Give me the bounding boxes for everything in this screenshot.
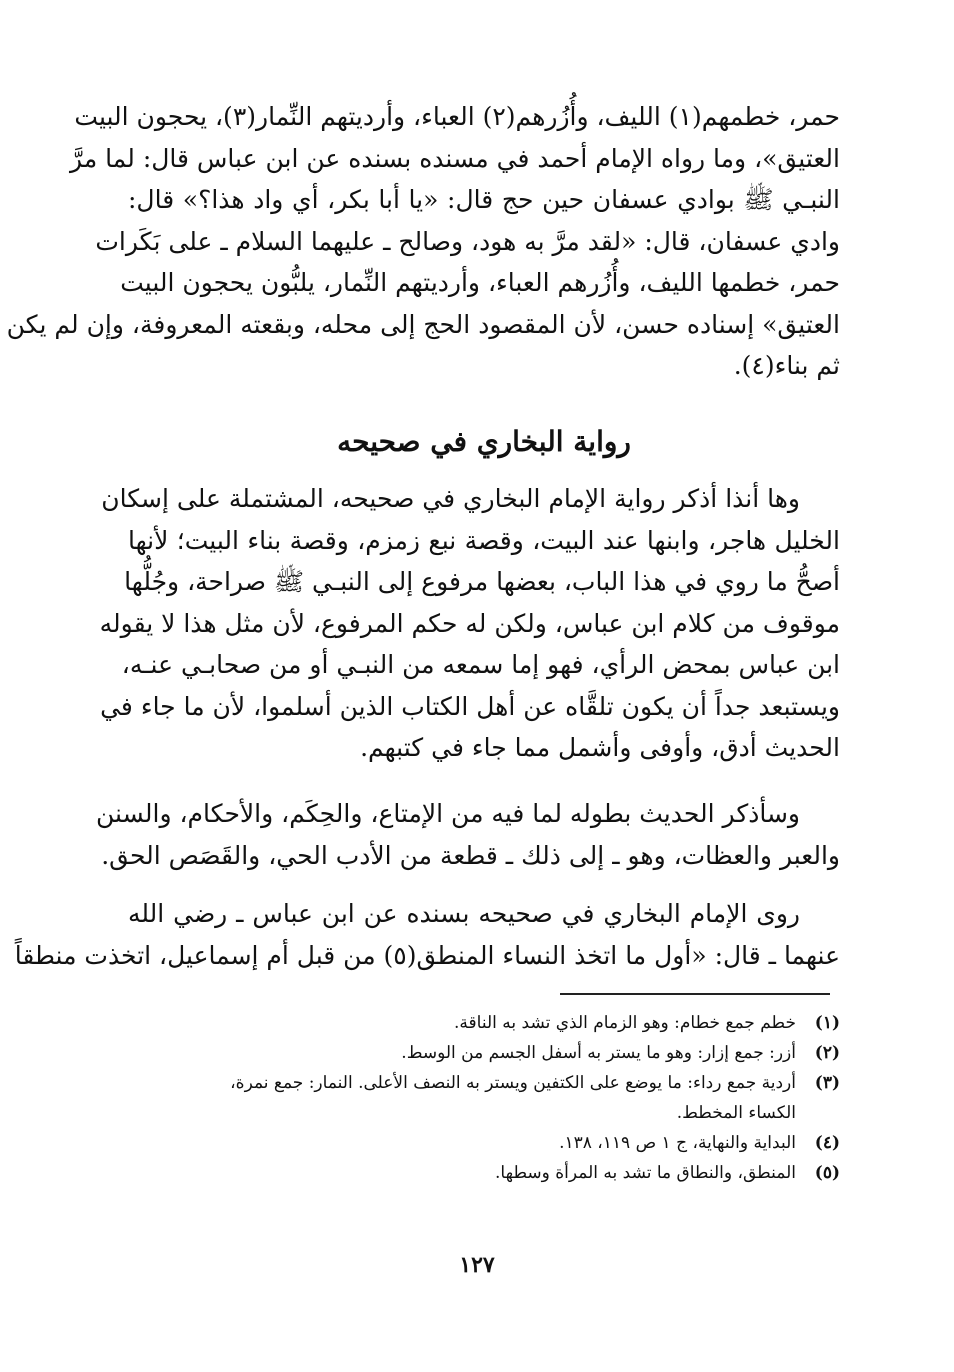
paragraph-purpose — [96, 793, 840, 876]
text-line: وادي عسفان، قال: «لقد مرَّ به هود، وصالح ـ عليهما السلام ـ على بَكَرات — [95, 226, 840, 256]
footnote-number: (٣) — [814, 1073, 840, 1093]
text-line: ابن عباس بمحض الرأي، فهو إما سمعه من النبـي أو من صحابـي عنـه، — [121, 650, 840, 679]
footnote-1 — [128, 1008, 840, 1038]
footnote-5 — [128, 1158, 840, 1188]
text-line: ويستبعد جداً أن يكون تلقَّاه عن أهل الكتاب الذين أسلموا، لأن ما جاء في — [100, 691, 840, 721]
footnote-number: (٤) — [814, 1133, 840, 1153]
footnote-number: (٥) — [814, 1163, 840, 1183]
page-number: ١٢٧ — [459, 1252, 495, 1278]
text-line: روى الإمام البخاري في صحيحه بسنده عن ابن عباس ـ رضي الله — [128, 899, 800, 928]
footnote-text: خطم جمع خطام: وهو الزمام الذي تشد به الناقة. — [454, 1013, 796, 1033]
paragraph-intro — [99, 478, 840, 769]
section-heading: رواية البخاري في صحيحه — [337, 425, 631, 458]
text-line: ثم بناء(٤). — [733, 351, 840, 380]
text-line: حمر، خطمها الليف، وأُزُرهم العباء، وأرديتهم النِّمار، يلبُّون يحجون البيت — [120, 268, 840, 297]
footnotes — [128, 1008, 840, 1188]
footnote-text: البداية والنهاية، ج ١ ص ١١٩، ١٣٨. — [559, 1133, 796, 1153]
text-line: الحديث أدق، وأوفى وأشمل مما جاء في كتبهم. — [360, 733, 840, 762]
paragraph-hadith — [14, 893, 840, 976]
text-line: عنهما ـ قال: «أول ما اتخذ النساء المنطق(٥) من قبل أم إسماعيل، اتخذت منطقاً — [14, 940, 840, 970]
footnote-text: أزر: جمع إزار: وهو ما يستر به أسفل الجسم من الوسط. — [401, 1043, 796, 1063]
footnote-number: (٢) — [814, 1043, 840, 1063]
footnote-text: أردية جمع رداء: ما يوضع على الكتفين ويستر به النصف الأعلى. النمار: جمع نمرة، — [230, 1073, 796, 1093]
text-line: العتيق»، وما رواه الإمام أحمد في مسنده بسنده عن ابن عباس قال: لما مرَّ — [70, 143, 840, 173]
text-line: وها أنذا أذكر رواية الإمام البخاري في صحيحه، المشتملة على إسكان — [101, 484, 800, 513]
text-line: الخليل هاجر، وابنها عند البيت، وقصة نبع زمزم، وقصة بناء البيت؛ لأنها — [128, 525, 840, 555]
text-line: موقوف من كلام ابن عباس، ولكن له حكم المرفوع، لأن مثل هذا لا يقوله — [99, 608, 840, 638]
footnote-text: المنطق، والنطاق ما تشد به المرأة وسطها. — [495, 1163, 796, 1183]
footnote-number: (١) — [814, 1013, 840, 1033]
footnote-divider — [560, 993, 830, 995]
text-line: والعبر والعظات، وهو ـ إلى ذلك ـ قطعة من الأدب الحي، والقَصَص الحق. — [101, 840, 840, 870]
text-line: حمر، خطمهم(١) الليف، وأُزُرهم(٢) العباء، وأرديتهم النِّمار(٣)، يحجون البيت — [74, 102, 840, 131]
text-line: النبـي ﷺ بوادي عسفان حين حج قال: «يا أبا بكر، أي واد هذا؟» قال: — [128, 185, 840, 214]
footnote-2 — [128, 1038, 840, 1068]
text-line: وسأذكر الحديث بطوله لما فيه من الإمتاع، والحِكَم، والأحكام، والسنن — [96, 799, 800, 828]
text-line: أصحُّ ما روي في هذا الباب، بعضها مرفوع إلى النبـي ﷺ صراحة، وجُلُّها — [124, 567, 840, 596]
footnote-3 — [128, 1068, 840, 1098]
footnote-4 — [128, 1128, 840, 1158]
footnote-continuation: الكساء المخطط. — [676, 1103, 796, 1123]
paragraph-continuation — [6, 96, 840, 387]
text-line: العتيق» إسناده حسن، لأن المقصود الحج إلى محله، وبقعته المعروفة، وإن لم يكن — [6, 309, 840, 339]
